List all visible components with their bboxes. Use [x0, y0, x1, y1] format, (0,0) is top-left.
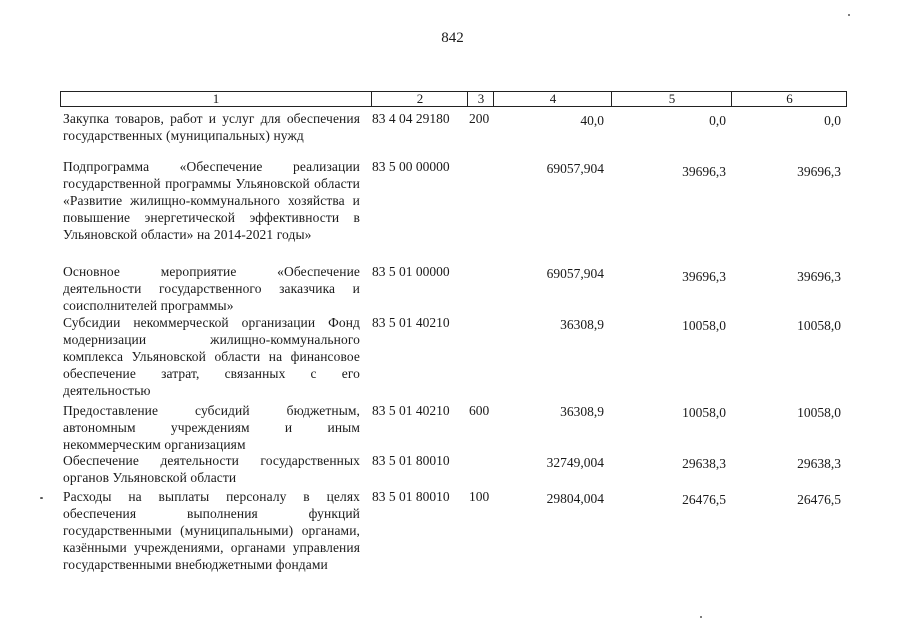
row-code: 83 5 01 80010 — [372, 489, 450, 504]
row-code: 83 5 01 80010 — [372, 453, 450, 468]
row-value-col6: 39696,3 — [797, 164, 841, 179]
row-code: 83 4 04 29180 — [372, 111, 450, 126]
table-header — [60, 91, 847, 107]
row-expense-type: 600 — [469, 403, 490, 418]
row-description: Предоставление субсидий бюджетным, автономным учреждениям и иным некоммерческим организациям — [63, 403, 360, 452]
row-description: Основное мероприятие «Обеспечение деятельности государственного заказчика и соисполнителей программы» — [63, 264, 360, 313]
row-value-col6: 0,0 — [824, 113, 841, 128]
row-value-col4: 32749,004 — [546, 455, 604, 470]
row-value-col6: 39696,3 — [797, 269, 841, 284]
row-value-col4: 69057,904 — [546, 266, 604, 281]
header-col-2: 2 — [371, 92, 468, 106]
row-value-col5: 29638,3 — [682, 456, 726, 471]
row-value-col6: 10058,0 — [797, 405, 841, 420]
row-code: 83 5 00 00000 — [372, 159, 450, 174]
row-value-col4: 36308,9 — [560, 404, 604, 419]
header-col-5: 5 — [611, 92, 732, 106]
row-value-col5: 10058,0 — [682, 318, 726, 333]
row-description: Субсидии некоммерческой организации Фонд модернизации жилищно-коммунального комплекса Ульяновской области на финансовое обеспечение затрат, связанных с его деятельностью — [63, 315, 360, 398]
row-value-col6: 26476,5 — [797, 492, 841, 507]
row-description: Подпрограмма «Обеспечение реализации государственной программы Ульяновской области «Развитие жилищно-коммунального хозяйства и повышение энергетической эффективности в Ульяновской области» на 2014-2021 годы» — [63, 159, 360, 242]
row-description: Расходы на выплаты персоналу в целях обеспечения выполнения функций государственными (муниципальными) органами, казёнными учреждениями, органами управления государственными внебюджетными фондами — [63, 489, 360, 572]
row-description: Обеспечение деятельности государственных органов Ульяновской области — [63, 453, 360, 485]
row-value-col4: 69057,904 — [546, 161, 604, 176]
row-value-col4: 40,0 — [580, 113, 604, 128]
row-value-col6: 29638,3 — [797, 456, 841, 471]
header-col-3: 3 — [467, 92, 494, 106]
row-value-col5: 39696,3 — [682, 164, 726, 179]
row-expense-type: 100 — [469, 489, 490, 504]
row-description: Закупка товаров, работ и услуг для обеспечения государственных (муниципальных) нужд — [63, 111, 360, 143]
row-value-col5: 10058,0 — [682, 405, 726, 420]
row-value-col6: 10058,0 — [797, 318, 841, 333]
scan-speck — [700, 616, 702, 618]
page-number: 842 — [441, 30, 464, 46]
scan-speck — [848, 14, 850, 16]
header-col-4: 4 — [493, 92, 612, 106]
scan-speck — [40, 497, 43, 499]
row-value-col4: 29804,004 — [546, 491, 604, 506]
row-value-col5: 39696,3 — [682, 269, 726, 284]
row-expense-type: 200 — [469, 111, 490, 126]
row-value-col4: 36308,9 — [560, 317, 604, 332]
row-value-col5: 0,0 — [709, 113, 726, 128]
header-col-6: 6 — [731, 92, 847, 106]
row-value-col5: 26476,5 — [682, 492, 726, 507]
header-col-1: 1 — [212, 91, 220, 106]
row-code: 83 5 01 40210 — [372, 403, 450, 418]
row-code: 83 5 01 40210 — [372, 315, 450, 330]
row-code: 83 5 01 00000 — [372, 264, 450, 279]
